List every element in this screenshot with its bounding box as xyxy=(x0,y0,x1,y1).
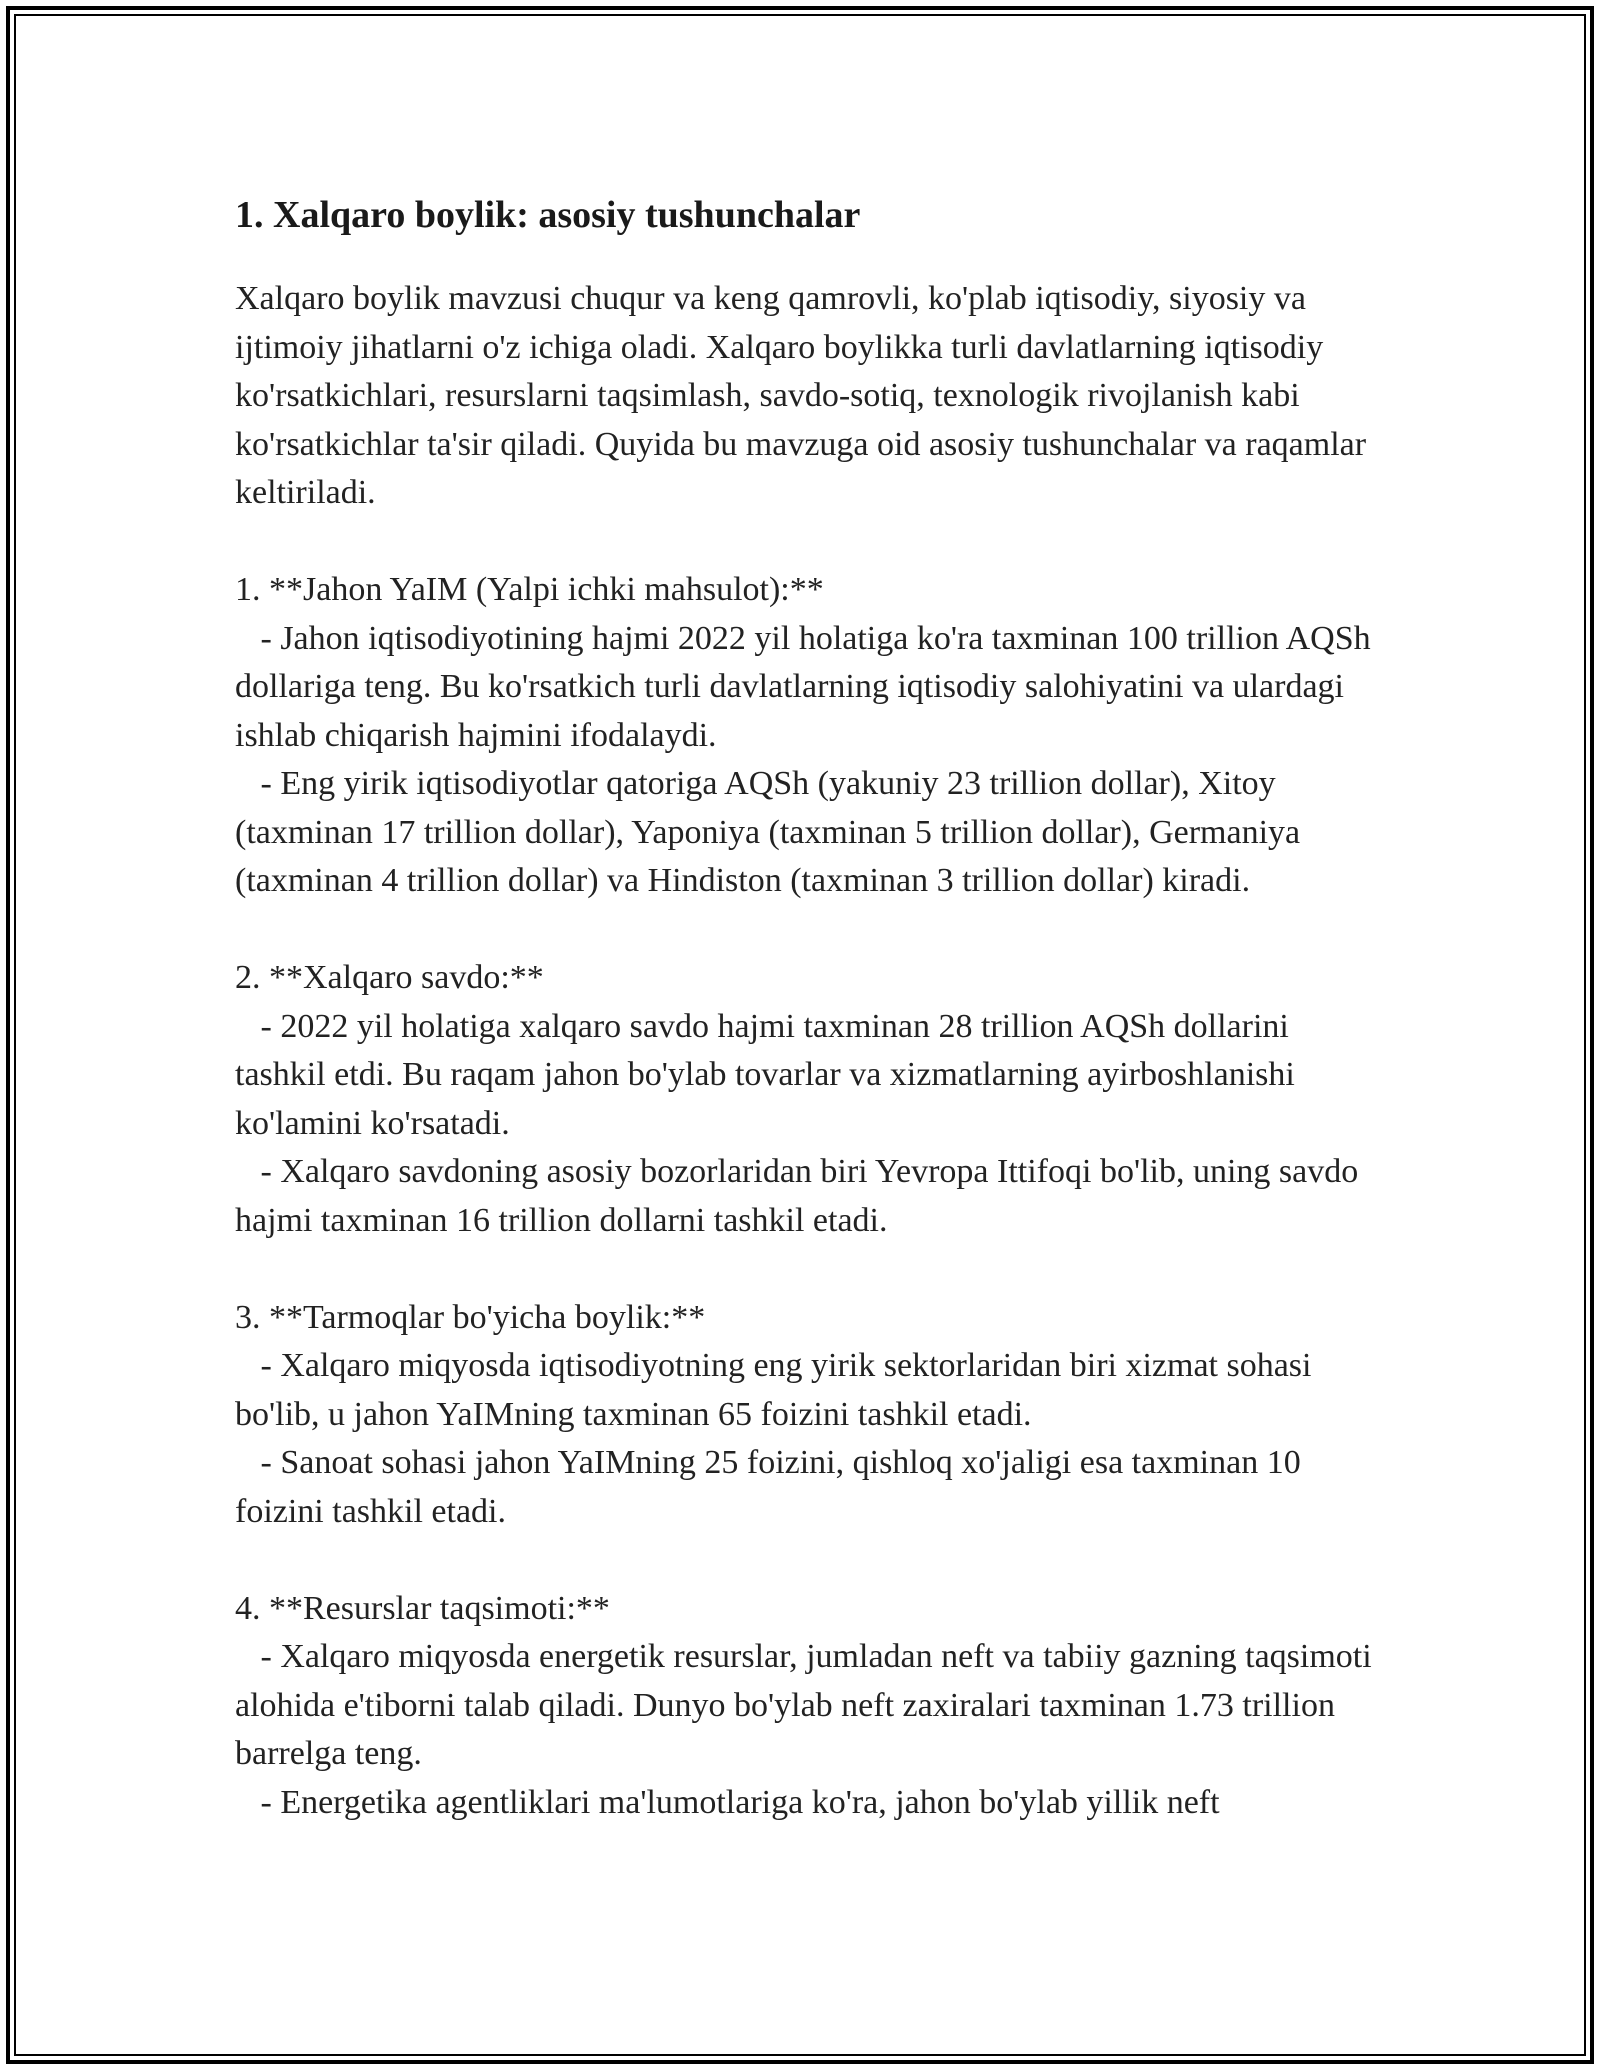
spacer xyxy=(235,518,1385,567)
section-heading: 2. **Xalqaro savdo:** xyxy=(235,959,544,996)
section-resources xyxy=(235,1585,1385,1828)
intro-paragraph: Xalqaro boylik mavzusi chuqur va keng qamrovli, ko'plab iqtisodiy, siyosiy va ijtimoiy jihatlarni o'z ichiga oladi. Xalqaro boylikka turli davlatlarning iqtisodiy ko'rsatkichlari, resurslarni taqsimlash, savdo-sotiq, texnologik rivojlanish kabi ko'rsatkichlar ta'sir qiladi. Quyida bu mavzuga oid asosiy tushunchalar va raqamlar keltiriladi. xyxy=(235,280,1367,511)
bullet-item: - Jahon iqtisodiyotining hajmi 2022 yil holatiga ko'ra taxminan 100 trillion AQSh dollariga teng. Bu ko'rsatkich turli davlatlarning iqtisodiy salohiyatini va ulardagi ishlab chiqarish hajmini ifodalaydi. xyxy=(235,619,1380,754)
section-sectors xyxy=(235,1294,1385,1537)
bullet-item: - 2022 yil holatiga xalqaro savdo hajmi taxminan 28 trillion AQSh dollarini tashkil etdi. Bu raqam jahon bo'ylab tovarlar va xizmatlarning ayirboshlanishi ko'lamini ko'rsatadi. xyxy=(235,1007,1304,1142)
bullet-item: - Energetika agentliklari ma'lumotlariga ko'ra, jahon bo'ylab yillik neft xyxy=(235,1783,1220,1821)
bullet-item: - Xalqaro miqyosda energetik resurslar, jumladan neft va tabiiy gazning taqsimoti alohida e'tiborni talab qiladi. Dunyo bo'ylab neft zaxiralari taxminan 1.73 trillion barrelga teng. xyxy=(235,1638,1381,1772)
section-trade xyxy=(235,954,1385,1245)
document-body xyxy=(235,185,1385,1827)
bullet-item: - Sanoat sohasi jahon YaIMning 25 foizini, qishloq xo'jaligi esa taxminan 10 foizini tashkil etadi. xyxy=(235,1444,1310,1530)
bullet-item: - Xalqaro miqyosda iqtisodiyotning eng yirik sektorlaridan biri xizmat sohasi bo'lib, u jahon YaIMning taxminan 65 foizini tashkil etadi. xyxy=(235,1347,1320,1433)
spacer xyxy=(235,906,1385,955)
section-heading: 4. **Resurslar taqsimoti:** xyxy=(235,1589,610,1627)
document-title: 1. Xalqaro boylik: asosiy tushunchalar xyxy=(235,194,861,236)
section-heading: 1. **Jahon YaIM (Yalpi ichki mahsulot):** xyxy=(235,571,824,608)
section-heading: 3. **Tarmoqlar bo'yicha boylik:** xyxy=(235,1298,706,1336)
spacer xyxy=(235,1536,1385,1585)
bullet-item: - Xalqaro savdoning asosiy bozorlaridan biri Yevropa Ittifoqi bo'lib, uning savdo hajmi taxminan 16 trillion dollarni tashkil etadi. xyxy=(235,1153,1367,1239)
section-gdp xyxy=(235,566,1385,906)
spacer xyxy=(235,1245,1385,1294)
bullet-item: - Eng yirik iqtisodiyotlar qatoriga AQSh (yakuniy 23 trillion dollar), Xitoy (taxminan 17 trillion dollar), Yaponiya (taxminan 5 trillion dollar), Germaniya (taxminan 4 trillion dollar) va Hindiston (taxminan 3 trillion dollar) kiradi. xyxy=(235,765,1309,899)
